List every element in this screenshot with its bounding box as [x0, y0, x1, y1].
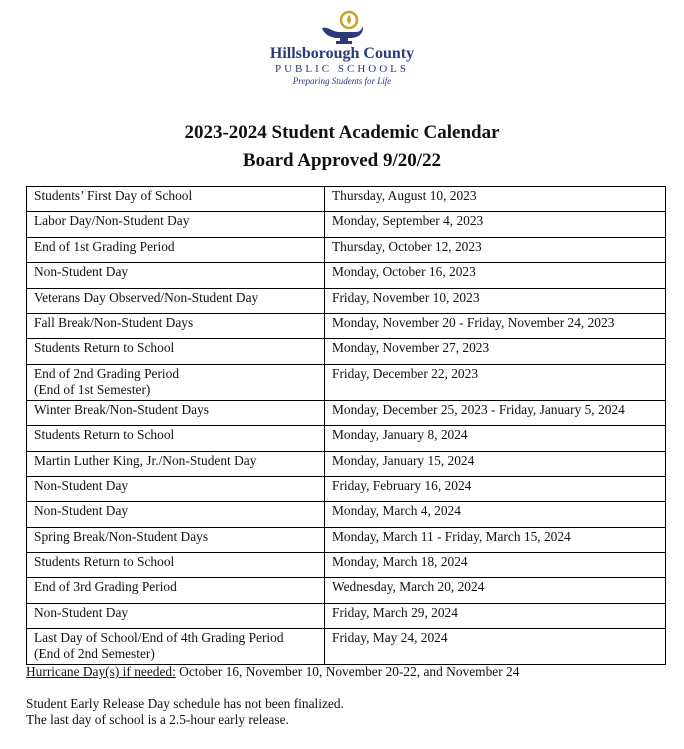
table-row	[27, 263, 666, 288]
table-row	[27, 187, 666, 212]
table-row	[27, 502, 666, 527]
table-row	[27, 603, 666, 628]
date-cell: Thursday, October 12, 2023	[325, 237, 666, 262]
event-label: Students Return to School	[34, 554, 175, 570]
event-cell	[27, 400, 325, 425]
table-row	[27, 400, 666, 425]
event-label: End of 3rd Grading Period	[34, 579, 177, 595]
calendar-table	[26, 186, 666, 665]
event-cell	[27, 339, 325, 364]
table-row	[27, 212, 666, 237]
event-cell	[27, 364, 325, 400]
event-label: Labor Day/Non-Student Day	[34, 213, 190, 229]
date-cell: Friday, December 22, 2023	[325, 364, 666, 400]
table-row	[27, 527, 666, 552]
event-label: Non-Student Day	[34, 264, 129, 280]
event-cell	[27, 288, 325, 313]
date-cell: Monday, December 25, 2023 - Friday, January 5, 2024	[325, 400, 666, 425]
event-cell	[27, 527, 325, 552]
date-cell: Monday, March 4, 2024	[325, 502, 666, 527]
page-subtitle: Board Approved 9/20/22	[242, 150, 442, 171]
table-row	[27, 553, 666, 578]
hurricane-note	[26, 664, 519, 680]
event-label: Martin Luther King, Jr./Non-Student Day	[34, 452, 257, 468]
event-cell	[27, 212, 325, 237]
table-row	[27, 476, 666, 501]
date-cell: Friday, March 29, 2024	[325, 603, 666, 628]
footer-note: The last day of school is a 2.5-hour early release.	[26, 712, 289, 727]
footer-notes	[26, 696, 344, 728]
event-cell	[27, 553, 325, 578]
event-cell	[27, 237, 325, 262]
event-cell	[27, 502, 325, 527]
event-cell	[27, 476, 325, 501]
event-label: (End of 1st Semester)	[34, 381, 151, 397]
date-cell: Monday, September 4, 2023	[325, 212, 666, 237]
date-cell: Wednesday, March 20, 2024	[325, 578, 666, 603]
event-label: (End of 2nd Semester)	[34, 646, 155, 662]
event-cell	[27, 426, 325, 451]
date-cell: Monday, January 15, 2024	[325, 451, 666, 476]
table-row	[27, 339, 666, 364]
date-cell: Monday, October 16, 2023	[325, 263, 666, 288]
event-label: Students’ First Day of School	[34, 188, 193, 203]
event-label: Spring Break/Non-Student Days	[34, 528, 209, 544]
event-cell	[27, 313, 325, 338]
hurricane-label: Hurricane Day(s) if needed:	[26, 664, 176, 679]
event-label: Veterans Day Observed/Non-Student Day	[34, 289, 259, 305]
table-row	[27, 451, 666, 476]
table-row	[27, 237, 666, 262]
event-label: Non-Student Day	[34, 477, 129, 493]
date-cell: Monday, November 20 - Friday, November 24, 2023	[325, 313, 666, 338]
date-cell: Monday, January 8, 2024	[325, 426, 666, 451]
table-row	[27, 578, 666, 603]
event-cell	[27, 187, 325, 212]
event-cell	[27, 451, 325, 476]
table-row	[27, 364, 666, 400]
event-label: End of 1st Grading Period	[34, 238, 175, 254]
table-row	[27, 629, 666, 665]
event-label: Winter Break/Non-Student Days	[34, 401, 209, 417]
table-row	[27, 426, 666, 451]
date-cell: Monday, March 11 - Friday, March 15, 2024	[325, 527, 666, 552]
event-cell	[27, 629, 325, 665]
event-cell	[27, 603, 325, 628]
date-cell: Friday, November 10, 2023	[325, 288, 666, 313]
table-row	[27, 313, 666, 338]
event-cell	[27, 578, 325, 603]
district-subtitle: PUBLIC SCHOOLS	[275, 63, 409, 75]
event-label: Non-Student Day	[34, 604, 129, 620]
district-logo	[0, 10, 684, 87]
district-name: Hillsborough County	[269, 45, 415, 62]
date-cell: Thursday, August 10, 2023	[325, 187, 666, 212]
event-label: Students Return to School	[34, 340, 175, 356]
footer-note: Student Early Release Day schedule has not been finalized.	[26, 696, 344, 711]
hurricane-dates: October 16, November 10, November 20-22, and November 24	[175, 664, 520, 679]
event-label: Students Return to School	[34, 427, 175, 443]
table-row	[27, 288, 666, 313]
event-label: Fall Break/Non-Student Days	[34, 314, 194, 330]
district-tagline: Preparing Students for Life	[292, 76, 392, 86]
date-cell: Friday, February 16, 2024	[325, 476, 666, 501]
event-label: End of 2nd Grading Period	[34, 365, 180, 381]
date-cell: Monday, March 18, 2024	[325, 553, 666, 578]
event-cell	[27, 263, 325, 288]
event-label: Last Day of School/End of 4th Grading Period	[34, 630, 284, 646]
date-cell: Monday, November 27, 2023	[325, 339, 666, 364]
page-title: 2023-2024 Student Academic Calendar	[184, 122, 500, 143]
event-label: Non-Student Day	[34, 503, 129, 519]
date-cell: Friday, May 24, 2024	[325, 629, 666, 665]
lamp-of-learning-icon	[316, 10, 368, 44]
